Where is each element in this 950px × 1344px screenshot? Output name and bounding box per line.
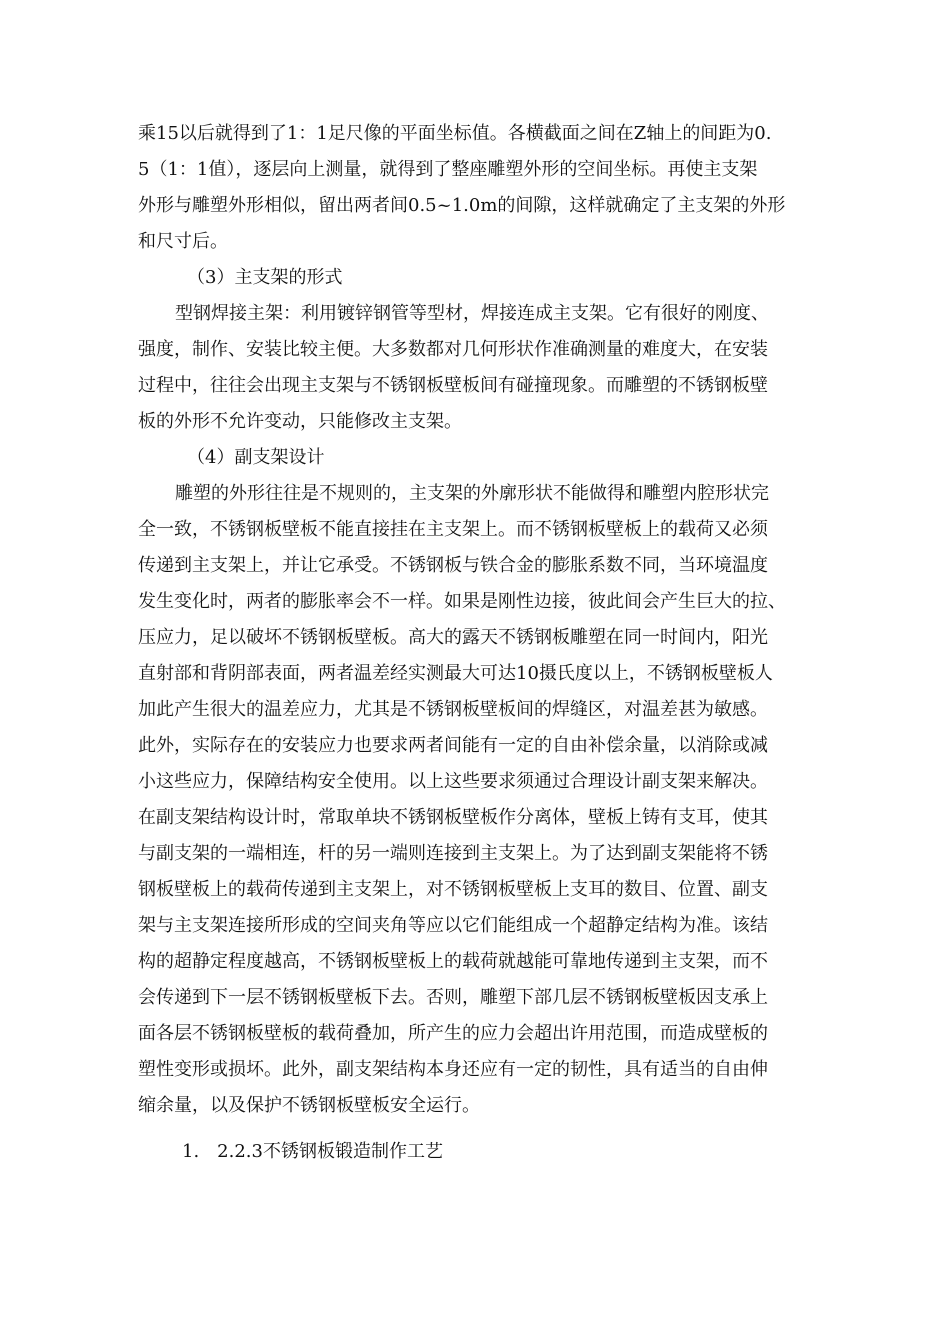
text-line: 架与主支架连接所形成的空间夹角等应以它们能组成一个超静定结构为准。该结 xyxy=(138,915,768,936)
text-line: 会传递到下一层不锈钢板壁板下去。否则，雕塑下部几层不锈钢板壁板因支承上 xyxy=(138,987,768,1008)
text-line: 钢板壁板上的载荷传递到主支架上，对不锈钢板壁板上支耳的数目、位置、副支 xyxy=(138,879,768,900)
text-line: 传递到主支架上，并让它承受。不锈钢板与铁合金的膨胀系数不同，当环境温度 xyxy=(138,555,768,576)
text-line: 强度，制作、安装比较主便。大多数都对几何形状作准确测量的难度大，在安装 xyxy=(138,339,768,360)
text-line: 与副支架的一端相连，杆的另一端则连接到主支架上。为了达到副支架能将不锈 xyxy=(138,843,768,864)
text-line: 外形与雕塑外形相似，留出两者间0.5~1.0m的间隙，这样就确定了主支架的外形 xyxy=(138,195,786,216)
text-line: 全一致，不锈钢板壁板不能直接挂在主支架上。而不锈钢板壁板上的载荷又必须 xyxy=(138,519,768,540)
text-line: 面各层不锈钢板壁板的载荷叠加，所产生的应力会超出许用范围，而造成壁板的 xyxy=(138,1023,768,1044)
text-line: 在副支架结构设计时，常取单块不锈钢板壁板作分离体，壁板上铸有支耳，使其 xyxy=(138,807,768,828)
text-line: 型钢焊接主架：利用镀锌钢管等型材，焊接连成主支架。它有很好的刚度、 xyxy=(175,303,769,324)
text-line: 和尺寸后。 xyxy=(138,231,228,252)
text-line: 构的超静定程度越高，不锈钢板壁板上的载荷就越能可靠地传递到主支架，而不 xyxy=(138,951,768,972)
text-line: 5（1：1值），逐层向上测量，就得到了整座雕塑外形的空间坐标。再使主支架 xyxy=(138,159,758,180)
text-line: 板的外形不允许变动，只能修改主支架。 xyxy=(138,411,462,432)
text-line: 小这些应力，保障结构安全使用。以上这些要求须通过合理设计副支架来解决。 xyxy=(138,771,768,792)
text-line: 发生变化时，两者的膨胀率会不一样。如果是刚性边接，彼此间会产生巨大的拉、 xyxy=(138,591,786,612)
text-line: 雕塑的外形往往是不规则的，主支架的外廓形状不能做得和雕塑内腔形状完 xyxy=(175,483,769,504)
text-line: 此外，实际存在的安装应力也要求两者间能有一定的自由补偿余量，以消除或减 xyxy=(138,735,768,756)
section-heading: （4）副支架设计 xyxy=(187,447,325,468)
text-line: 压应力，足以破坏不锈钢板壁板。高大的露天不锈钢板雕塑在同一时间内，阳光 xyxy=(138,627,768,648)
text-line: 乘15以后就得到了1：1足尺像的平面坐标值。各横截面之间在Z轴上的间距为0. xyxy=(138,123,772,144)
text-line: 加此产生很大的温差应力，尤其是不锈钢板壁板间的焊缝区，对温差甚为敏感。 xyxy=(138,699,768,720)
text-line: 塑性变形或损坏。此外，副支架结构本身还应有一定的韧性，具有适当的自由伸 xyxy=(138,1059,768,1080)
numbered-heading: 1. 2.2.3不锈钢板锻造制作工艺 xyxy=(182,1141,443,1162)
section-heading: （3）主支架的形式 xyxy=(187,267,343,288)
text-line: 过程中，往往会出现主支架与不锈钢板壁板间有碰撞现象。而雕塑的不锈钢板壁 xyxy=(138,375,768,396)
text-line: 直射部和背阴部表面，两者温差经实测最大可达10摄氏度以上，不锈钢板壁板人 xyxy=(138,663,773,684)
text-line: 缩余量，以及保护不锈钢板壁板安全运行。 xyxy=(138,1095,480,1116)
